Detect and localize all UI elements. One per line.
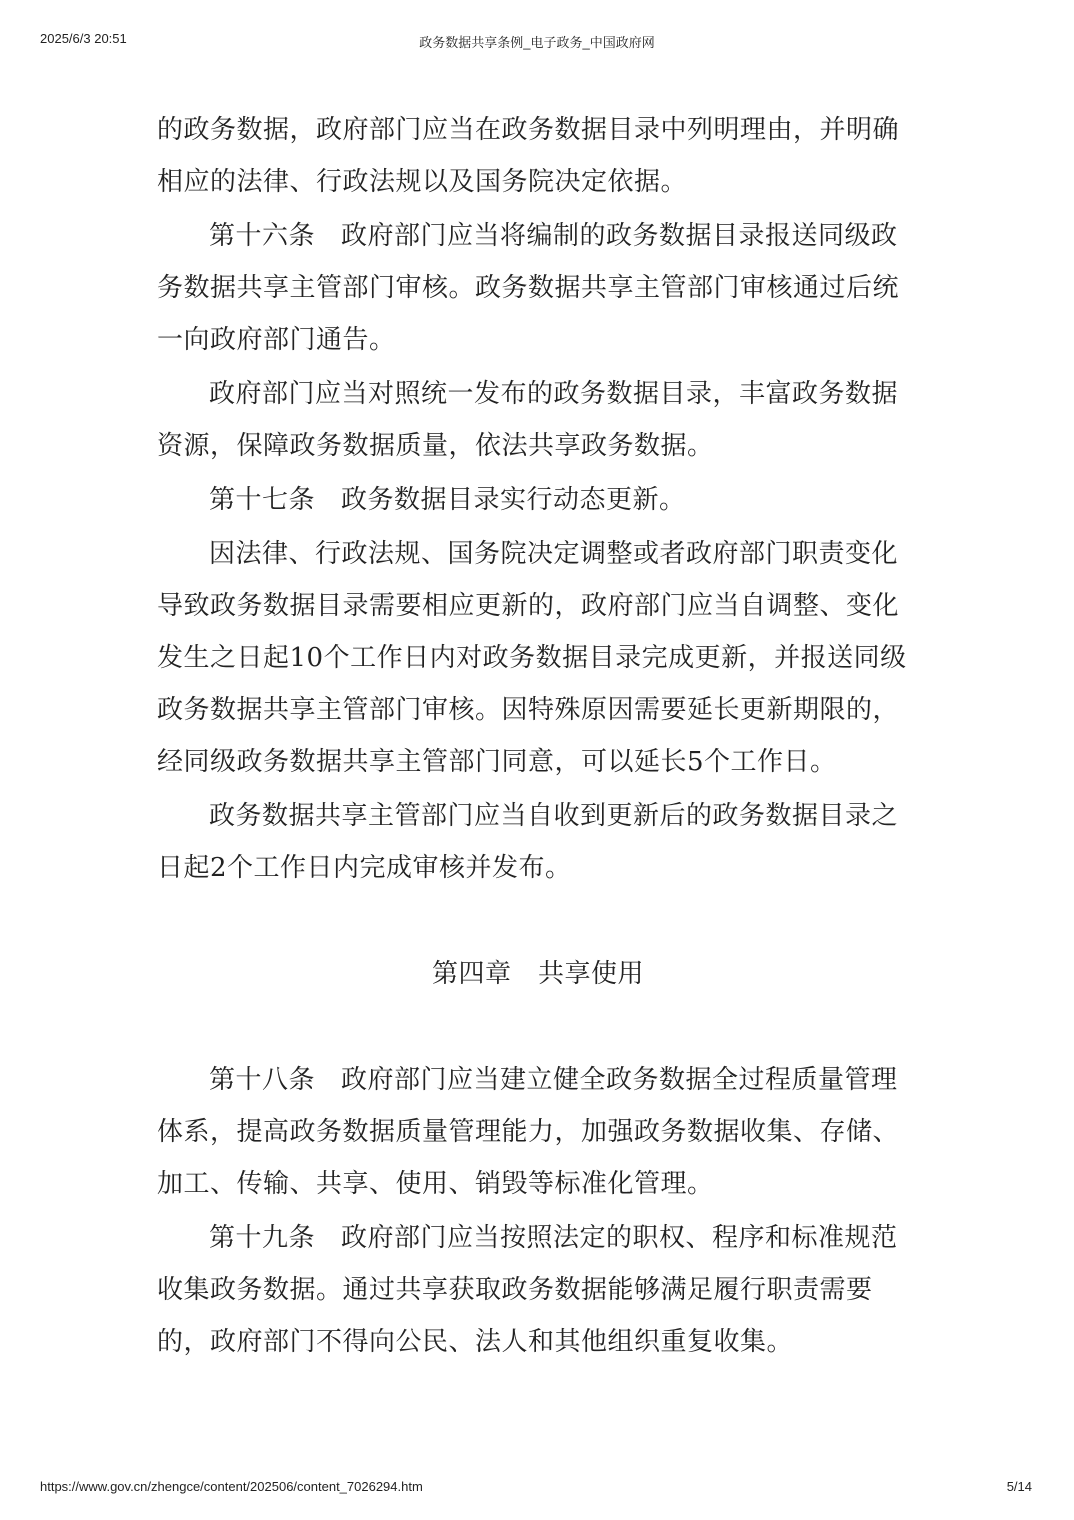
article-text: 政务数据目录实行动态更新。 xyxy=(341,485,686,515)
article-17 xyxy=(157,474,919,526)
page-title: 政务数据共享条例_电子政务_中国政府网 xyxy=(419,35,655,50)
article-18 xyxy=(157,1054,919,1210)
paragraph: 因法律、行政法规、国务院决定调整或者政府部门职责变化导致政务数据目录需要相应更新的，政府部门应当自调整、变化发生之日起10个工作日内对政务数据目录完成更新，并报送同级政务数据共享主管部门审核。因特殊原因需要延长更新期限的，经同级政务数据共享主管部门同意，可以延长5个工作日。 xyxy=(157,539,907,777)
page-number: 5/14 xyxy=(1006,1479,1032,1494)
article-label: 第十九条 xyxy=(209,1223,316,1253)
paragraph: 的政务数据，政府部门应当在政务数据目录中列明理由，并明确相应的法律、行政法规以及国务院决定依据。 xyxy=(157,115,900,197)
paragraph: 政府部门应当对照统一发布的政务数据目录，丰富政务数据资源，保障政务数据质量，依法共享政务数据。 xyxy=(157,379,899,461)
article-label: 第十七条 xyxy=(209,485,316,515)
paragraph: 政务数据共享主管部门应当自收到更新后的政务数据目录之日起2个工作日内完成审核并发布。 xyxy=(157,801,899,883)
print-datetime: 2025/6/3 20:51 xyxy=(40,31,127,46)
article-text: 政府部门应当按照法定的职权、程序和标准规范收集政务数据。通过共享获取政务数据能够满足履行职责需要的，政府部门不得向公民、法人和其他组织重复收集。 xyxy=(157,1223,898,1357)
article-19 xyxy=(157,1212,919,1368)
chapter-heading: 第四章 共享使用 xyxy=(431,959,644,989)
article-text: 政府部门应当将编制的政务数据目录报送同级政务数据共享主管部门审核。政务数据共享主管部门审核通过后统一向政府部门通告。 xyxy=(157,221,900,355)
source-url: https://www.gov.cn/zhengce/content/202506/content_7026294.htm xyxy=(40,1479,423,1494)
article-text: 政府部门应当建立健全政务数据全过程质量管理体系，提高政务数据质量管理能力，加强政务数据收集、存储、加工、传输、共享、使用、销毁等标准化管理。 xyxy=(157,1065,900,1199)
article-label: 第十六条 xyxy=(209,221,316,251)
document-body xyxy=(157,104,919,1370)
article-16 xyxy=(157,210,919,366)
article-label: 第十八条 xyxy=(209,1065,316,1095)
